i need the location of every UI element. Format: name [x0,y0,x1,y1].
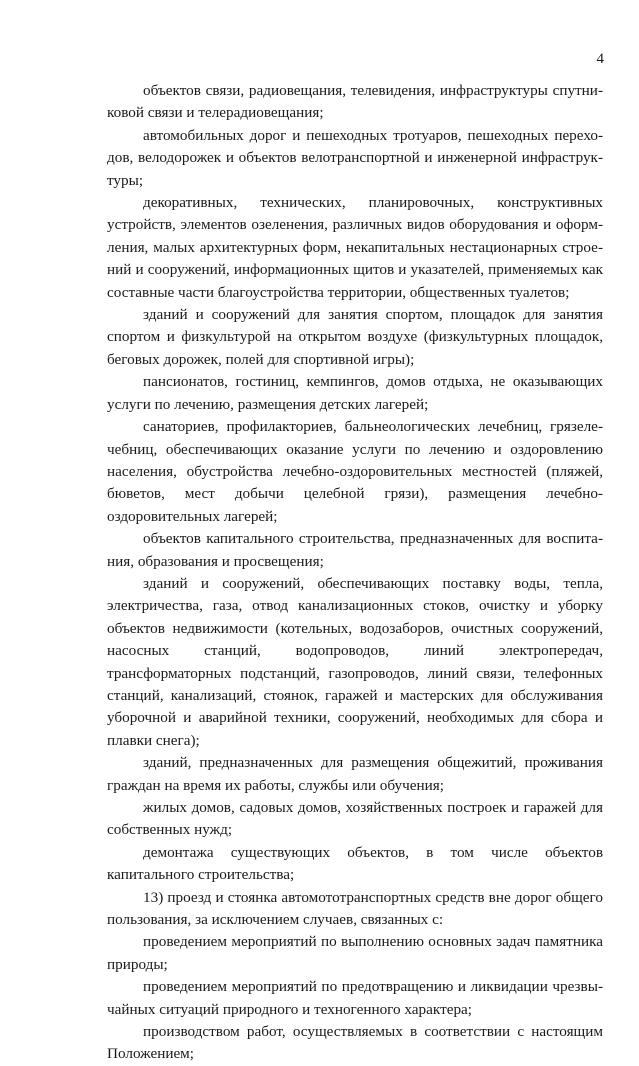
paragraph: 13) проезд и стоянка автомототранспортных средств вне дорог общего пользования, за исключением случаев, связанных с: [107,888,603,929]
paragraph: объектов капитального строительства, предназначенных для воспитания, образования и просвещения; [107,530,603,570]
paragraph: демонтажа существующих объектов, в том числе объектов капитального строительства; [107,843,603,884]
paragraph: проведением мероприятий по предотвращению и ликвидации чрезвычайных ситуаций природного и техногенного характера; [107,978,603,1018]
paragraph: автомобильных дорог и пешеходных тротуаров, пешеходных переходов, велодорожек и объектов велотранспортной и инженерной инфраструктуры; [107,126,603,189]
page-number: 4 [596,51,604,67]
paragraph: санаториев, профилакториев, бальнеологических лечебниц, грязелечебниц, обеспечивающих оказание услуги по лечению и оздоровлению населения, обустройства лечебно-оздоровительных местностей (пляжей, бюветов, мест добычи целебной грязи), размещения лечебно-оздоровительных лагерей; [107,418,603,525]
paragraph: проведением мероприятий по выполнению основных задач памятника природы; [107,933,603,973]
paragraph: производством работ, осуществляемых в соответствии с настоящим Положением; [107,1023,603,1063]
paragraph: зданий, предназначенных для размещения общежитий, проживания граждан на время их работы, службы или обучения; [107,754,603,794]
paragraph: пансионатов, гостиниц, кемпингов, домов отдыха, не оказывающих услуги по лечению, размещения детских лагерей; [107,373,603,413]
paragraph: зданий и сооружений, обеспечивающих поставку воды, тепла, электричества, газа, отвод канализационных стоков, очистку и уборку объектов недвижимости (котельных, водозаборов, очистных сооружений, насосных станций, водопроводов, линий электропередач, трансформаторных подстанций, газопроводов, линий связи, телефонных станций, канализаций, стоянок, гаражей и мастерских для обслуживания уборочной и аварийной техники, сооружений, необходимых для сбора и плавки снега); [107,574,603,749]
paragraph: объектов связи, радиовещания, телевидения, инфраструктуры спутниковой связи и телерадиовещания; [107,82,603,122]
paragraph: декоративных, технических, планировочных, конструктивных устройств, элементов озеленения, различных видов оборудования и оформления, малых архитектурных форм, некапитальных нестационарных строений и сооружений, информационных щитов и указателей, применяемых как составные части благоустройства территории, общественных туалетов; [107,194,603,301]
document-body [107,80,603,1066]
paragraph: жилых домов, садовых домов, хозяйственных построек и гаражей для собственных нужд; [107,799,603,839]
paragraph: зданий и сооружений для занятия спортом, площадок для занятия спортом и физкультурой на открытом воздухе (физкультурных площадок, беговых дорожек, полей для спортивной игры); [107,306,603,368]
